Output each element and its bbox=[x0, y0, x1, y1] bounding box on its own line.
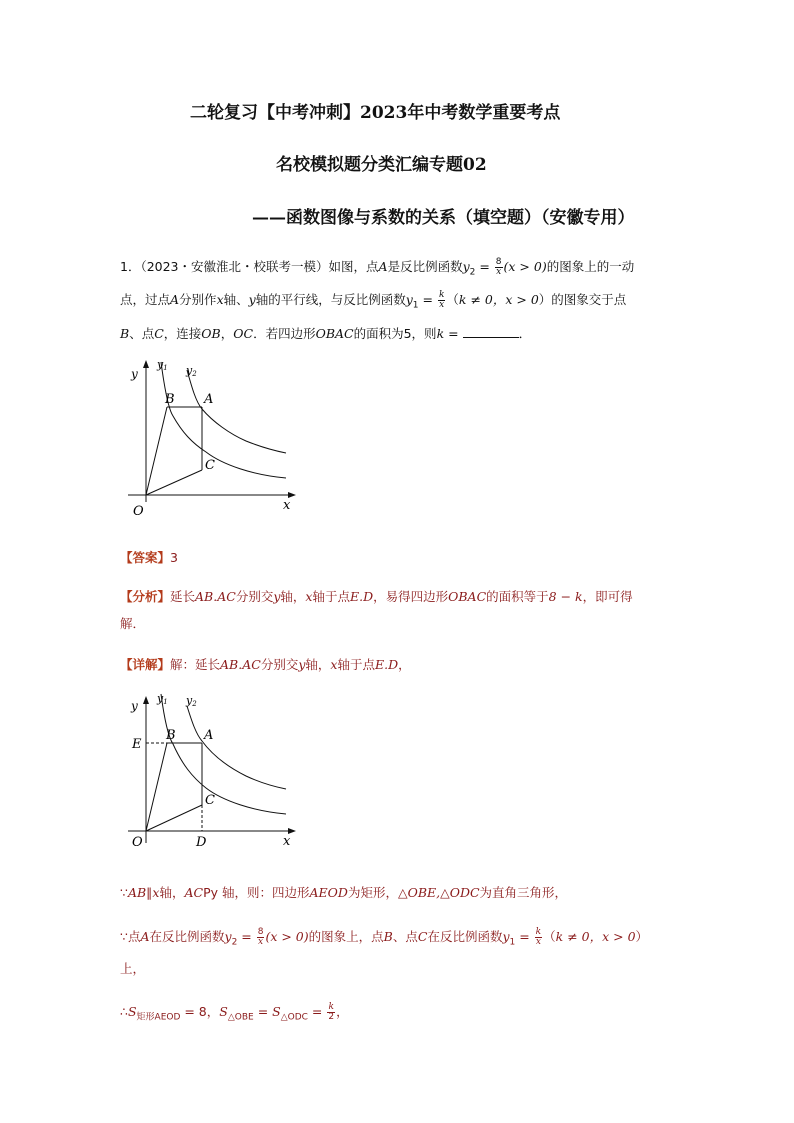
y-axis-arrow bbox=[143, 696, 149, 704]
label-o: O bbox=[132, 835, 143, 850]
label-y1: y1 bbox=[157, 692, 168, 706]
label-a: A bbox=[204, 728, 214, 743]
detail-line: 【详解】解：延长AB.AC分别交y轴，x轴于点E.D， bbox=[120, 657, 411, 672]
label-o: O bbox=[133, 504, 144, 519]
label-c: C bbox=[205, 458, 215, 473]
label-d: D bbox=[196, 835, 207, 850]
step-line-2: ∵点A在反比例函数$y_2$ = $\frac{8}{x}$ (x > 0)的图象上，点B、点C在反比例函数$y_1$ = $\frac{k}{x}$ （k ≠ 0，x > 0） bbox=[120, 927, 649, 948]
analysis-line-1: 【分析】延长AB.AC分别交y轴，x轴于点E.D，易得四边形OBAC的面积等于8 − k，即可得 bbox=[120, 589, 633, 604]
segment-ob bbox=[146, 743, 167, 831]
answer-blank bbox=[463, 324, 519, 338]
step-line-3: $\therefore S_{矩形AEOD} = 8$，$S_{\triangle OBE} = S_{\triangle ODC}$ = $\frac{k}{2}$ ， bbox=[120, 1002, 349, 1023]
label-y: y bbox=[131, 367, 138, 381]
label-y2: y2 bbox=[186, 694, 197, 708]
question-line-1: 1．（2023・安徽淮北・校联考一模）如图，点A是反比例函数$y_2$ = $\frac{8}{x}$ (x > 0)的图象上的一动 bbox=[120, 257, 635, 278]
title-line-2: 名校模拟题分类汇编专题02 bbox=[276, 155, 487, 175]
segment-oc bbox=[146, 805, 202, 831]
question-line-3: B、点C，连接OB，OC．若四边形OBAC的面积为5，则k = ． bbox=[120, 326, 532, 341]
label-b: B bbox=[165, 392, 175, 407]
label-b: B bbox=[166, 728, 176, 743]
label-c: C bbox=[205, 793, 215, 808]
figure-1 bbox=[118, 352, 308, 522]
y-axis-arrow bbox=[143, 360, 149, 368]
label-y: y bbox=[131, 699, 138, 713]
title-line-1: 二轮复习【中考冲刺】2023年中考数学重要考点 bbox=[190, 103, 561, 123]
step-line-2b: 上， bbox=[120, 961, 146, 976]
label-y1: y1 bbox=[157, 358, 168, 372]
analysis-line-2: 解． bbox=[120, 616, 146, 631]
step-line-1: ∵AB∥x轴，ACPy 轴，则：四边形AEOD为矩形，△OBE,△ODC为直角三角形， bbox=[120, 885, 568, 900]
label-x: x bbox=[283, 498, 291, 513]
answer-line: 【答案】3 bbox=[120, 550, 178, 565]
label-a: A bbox=[204, 392, 214, 407]
label-y2: y2 bbox=[186, 364, 197, 378]
label-x: x bbox=[283, 834, 291, 849]
segment-ob bbox=[146, 407, 167, 495]
figure-2 bbox=[118, 688, 308, 853]
curve-y1 bbox=[161, 362, 286, 478]
question-line-2: 点，过点A分别作x轴、y轴的平行线，与反比例函数$y_1$ = $\frac{k}{x}$ （k ≠ 0，x > 0）的图象交于点 bbox=[120, 290, 627, 311]
curve-y1 bbox=[161, 694, 286, 814]
label-e: E bbox=[132, 737, 142, 752]
segment-oc bbox=[146, 470, 202, 495]
title-line-3: ——函数图像与系数的关系（填空题）（安徽专用） bbox=[252, 208, 635, 228]
